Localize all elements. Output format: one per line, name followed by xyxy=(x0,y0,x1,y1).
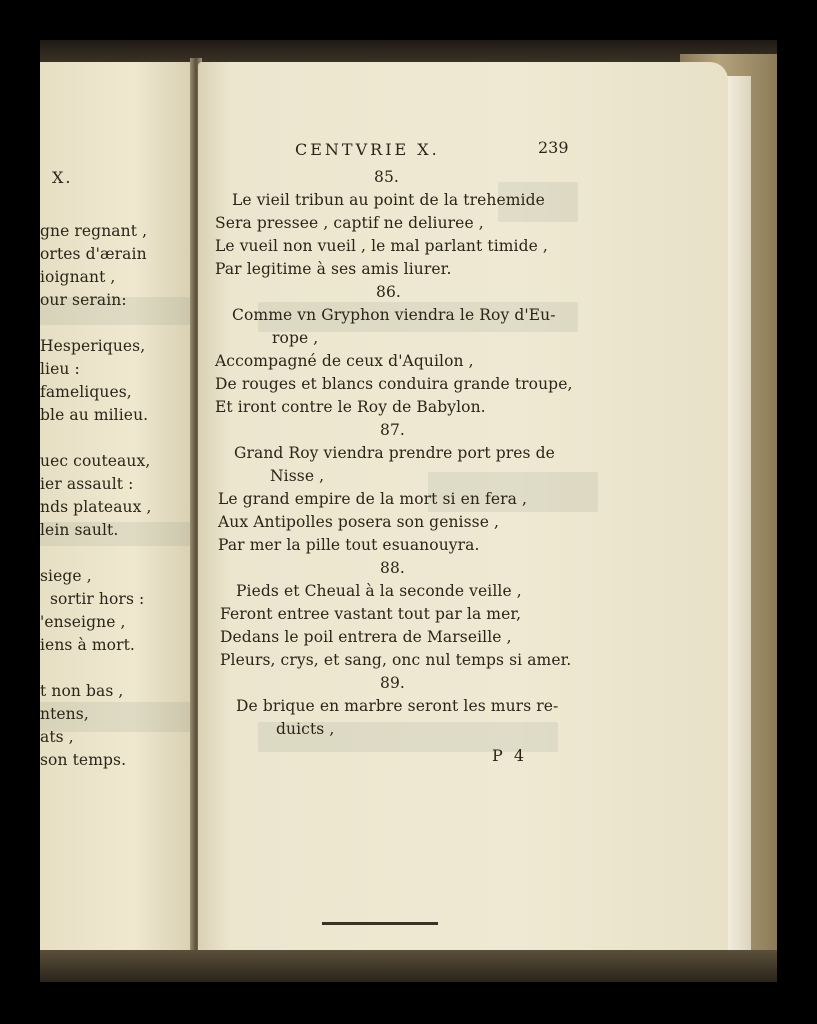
left-line: lieu : xyxy=(40,360,80,378)
background-bottom xyxy=(40,950,777,982)
left-line: lein sault. xyxy=(40,521,119,539)
verse-line: rope , xyxy=(272,329,319,347)
verse-number: 89. xyxy=(380,674,405,692)
verse-line: Dedans le poil entrera de Marseille , xyxy=(220,628,512,646)
verse-line: Et iront contre le Roy de Babylon. xyxy=(215,398,486,416)
left-line: son temps. xyxy=(40,751,127,769)
signature-mark: P 4 xyxy=(492,746,528,765)
left-line: uec couteaux, xyxy=(40,452,151,470)
left-line: t non bas , xyxy=(40,682,124,700)
verse-number: 88. xyxy=(380,559,405,577)
verse-line: Aux Antipolles posera son genisse , xyxy=(218,513,500,531)
verse-line: Accompagné de ceux d'Aquilon , xyxy=(215,352,474,370)
bottom-rule xyxy=(322,922,438,925)
verse-line: Sera pressee , captif ne deliuree , xyxy=(215,214,484,232)
left-line: our serain: xyxy=(40,291,127,309)
left-line: iens à mort. xyxy=(40,636,135,654)
left-line: 'enseigne , xyxy=(40,613,126,631)
verse-number: 85. xyxy=(374,168,399,186)
verse-line: Pieds et Cheual à la seconde veille , xyxy=(236,582,522,600)
page-number: 239 xyxy=(538,138,569,157)
verse-line: Par legitime à ses amis liurer. xyxy=(215,260,452,278)
left-line: nds plateaux , xyxy=(40,498,152,516)
verse-line: Pleurs, crys, et sang, onc nul temps si amer. xyxy=(220,651,572,669)
left-page xyxy=(40,62,195,952)
verse-line: duicts , xyxy=(276,720,335,738)
verse-line: Grand Roy viendra prendre port pres de xyxy=(234,444,555,462)
verse-line: Comme vn Gryphon viendra le Roy d'Eu- xyxy=(232,306,556,324)
verse-line: Feront entree vastant tout par la mer, xyxy=(220,605,522,623)
verse-line: Par mer la pille tout esuanouyra. xyxy=(218,536,480,554)
verse-line: De brique en marbre seront les murs re- xyxy=(236,697,559,715)
verse-line: Le vueil non vueil , le mal parlant timide , xyxy=(215,237,548,255)
left-line: Hesperiques, xyxy=(40,337,146,355)
verse-number: 86. xyxy=(376,283,401,301)
left-line: ier assault : xyxy=(40,475,134,493)
left-line: fameliques, xyxy=(40,383,132,401)
verse-line: De rouges et blancs conduira grande troupe, xyxy=(215,375,573,393)
left-line: ats , xyxy=(40,728,74,746)
verse-number: 87. xyxy=(380,421,405,439)
verse-line: Le vieil tribun au point de la trehemide xyxy=(232,191,545,209)
verse-line: Nisse , xyxy=(270,467,325,485)
book-photo xyxy=(40,40,777,982)
left-line: siege , xyxy=(40,567,92,585)
verse-line: Le grand empire de la mort si en fera , xyxy=(218,490,528,508)
running-head: CENTVRIE X. xyxy=(295,140,440,159)
left-running-head: X. xyxy=(52,168,73,187)
left-line: ioignant , xyxy=(40,268,116,286)
left-line: sortir hors : xyxy=(50,590,145,608)
left-line: gne regnant , xyxy=(40,222,148,240)
left-line: ble au milieu. xyxy=(40,406,149,424)
left-line: ntens, xyxy=(40,705,89,723)
left-line: ortes d'ærain xyxy=(40,245,147,263)
